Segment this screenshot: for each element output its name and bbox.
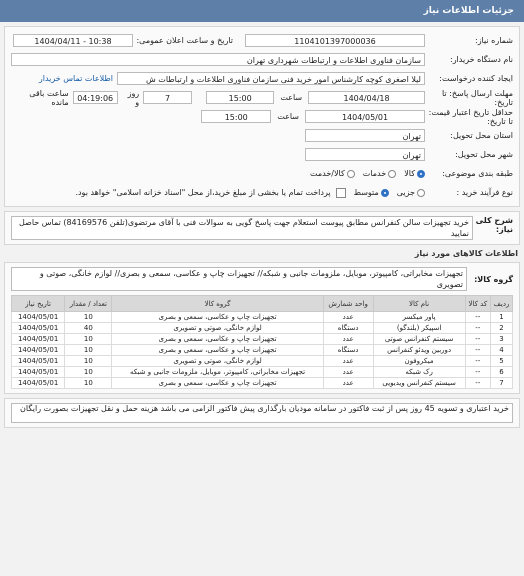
column-header: واحد شمارش xyxy=(323,296,373,312)
table-cell: 10 xyxy=(65,367,112,378)
process-minor-option[interactable]: جزیی xyxy=(397,188,425,197)
column-header: نام کالا xyxy=(373,296,465,312)
province-row xyxy=(11,126,513,145)
table-cell: 6 xyxy=(491,367,513,378)
page-title: جزئیات اطلاعات نیاز xyxy=(0,0,524,22)
creator-label: ایجاد کننده درخواست: xyxy=(439,74,513,83)
table-cell: عدد xyxy=(323,378,373,389)
table-row[interactable] xyxy=(12,378,513,389)
table-cell: 7 xyxy=(491,378,513,389)
table-cell: 40 xyxy=(65,323,112,334)
table-cell: -- xyxy=(465,378,490,389)
table-cell: پاور میکسر xyxy=(373,312,465,323)
table-cell: دستگاه xyxy=(323,345,373,356)
deadline-label: مهلت ارسال پاسخ: تا تاریخ: xyxy=(441,88,513,107)
process-medium-option[interactable]: متوسط xyxy=(354,188,389,197)
table-cell: تجهیزات چاپ و عکاسی، سمعی و بصری xyxy=(112,312,323,323)
remaining-label: ساعت باقی مانده xyxy=(29,88,69,107)
category-goods-service-option[interactable]: کالا/خدمت xyxy=(310,169,355,178)
table-row[interactable] xyxy=(12,345,513,356)
table-cell: عدد xyxy=(323,367,373,378)
summary-panel xyxy=(4,211,520,245)
need-number-label: شماره نیاز: xyxy=(475,36,513,45)
table-body xyxy=(12,312,513,389)
table-row[interactable] xyxy=(12,312,513,323)
table-row[interactable] xyxy=(12,367,513,378)
table-cell: تجهیزات چاپ و عکاسی، سمعی و بصری xyxy=(112,334,323,345)
buyer-row xyxy=(11,50,513,69)
category-row xyxy=(11,164,513,183)
summary-text: خرید تجهیزات سالن کنفرانس مطابق پیوست استعلام جهت پاسخ گویی به سوالات فنی با آقای مرتضوی(تلفن 84169576) تماس حاصل نمایید xyxy=(11,216,473,240)
table-cell: اسپیکر (بلندگو) xyxy=(373,323,465,334)
table-row[interactable] xyxy=(12,356,513,367)
footer-note: خرید اعتباری و تسویه 45 روز پس از ثبت فاکتور در سامانه مودیان بارگذاری پیش فاکتور الزامی می باشد هزینه حمل و نقل تجهیزات بصورت رایگان xyxy=(11,403,513,423)
validity-time-field: 15:00 xyxy=(201,110,271,123)
treasury-note: پرداخت تمام یا بخشی از مبلغ خرید،از محل "اسناد خزانه اسلامی" خواهد بود. xyxy=(75,188,331,197)
category-label: طبقه بندی موضوعی: xyxy=(442,169,513,178)
deadline-time-label: ساعت xyxy=(280,93,303,102)
goods-group-field: تجهیزات مخابراتی، کامپیوتر، موبایل، ملزومات جانبی و شبکه// تجهیزات چاپ و عکاسی، سمعی و بصری// لوازم خانگی، صوتی و تصویری xyxy=(11,267,467,291)
province-field: تهران xyxy=(305,129,425,142)
city-row xyxy=(11,145,513,164)
table-cell: -- xyxy=(465,345,490,356)
table-cell: سیستم کنفرانس صوتی xyxy=(373,334,465,345)
days-field: 7 xyxy=(143,91,192,104)
table-row[interactable] xyxy=(12,323,513,334)
creator-row xyxy=(11,69,513,88)
announce-field: 1404/04/11 - 10:38 xyxy=(13,34,133,47)
table-cell: رک شبکه xyxy=(373,367,465,378)
table-cell: -- xyxy=(465,334,490,345)
validity-date-field: 1404/05/01 xyxy=(305,110,425,123)
table-cell: دستگاه xyxy=(323,323,373,334)
radio-selected-icon xyxy=(417,170,425,178)
table-cell: عدد xyxy=(323,356,373,367)
table-cell: -- xyxy=(465,367,490,378)
province-label: استان محل تحویل: xyxy=(450,131,513,140)
creator-field: لیلا اصغری کوچه کارشناس امور خرید فنی سازمان فناوری اطلاعات و ارتباطات ش xyxy=(117,72,425,85)
table-cell: عدد xyxy=(323,312,373,323)
column-header: گروه کالا xyxy=(112,296,323,312)
validity-row xyxy=(11,107,513,126)
summary-label: شرح کلی نیاز: xyxy=(475,216,513,234)
table-cell: 10 xyxy=(65,345,112,356)
table-cell: عدد xyxy=(323,334,373,345)
remaining-time-field: 04:19:06 xyxy=(73,91,118,104)
table-cell: 1404/05/01 xyxy=(12,312,65,323)
table-cell: تجهیزات چاپ و عکاسی، سمعی و بصری xyxy=(112,378,323,389)
need-number-field: 1104101397000036 xyxy=(245,34,425,47)
table-cell: 1404/05/01 xyxy=(12,345,65,356)
table-cell: -- xyxy=(465,356,490,367)
table-cell: لوازم خانگی، صوتی و تصویری xyxy=(112,323,323,334)
table-cell: 1 xyxy=(491,312,513,323)
radio-icon xyxy=(417,189,425,197)
table-row[interactable] xyxy=(12,334,513,345)
table-cell: -- xyxy=(465,312,490,323)
table-cell: 1404/05/01 xyxy=(12,367,65,378)
days-label: روز و xyxy=(127,88,140,107)
radio-selected-icon xyxy=(381,189,389,197)
table-cell: 10 xyxy=(65,334,112,345)
table-header-row xyxy=(12,296,513,312)
process-label: نوع فرآیند خرید : xyxy=(456,188,513,197)
validity-label: حداقل تاریخ اعتبار قیمت: تا تاریخ: xyxy=(428,107,513,126)
footer-note-panel xyxy=(4,398,520,428)
need-number-row xyxy=(11,31,513,50)
table-cell: 4 xyxy=(491,345,513,356)
table-cell: تجهیزات چاپ و عکاسی، سمعی و بصری xyxy=(112,345,323,356)
table-cell: 5 xyxy=(491,356,513,367)
table-cell: 1404/05/01 xyxy=(12,378,65,389)
table-cell: 3 xyxy=(491,334,513,345)
table-cell: لوازم خانگی، صوتی و تصویری xyxy=(112,356,323,367)
category-goods-option[interactable]: کالا xyxy=(404,169,425,178)
table-cell: 2 xyxy=(491,323,513,334)
table-cell: میکروفون xyxy=(373,356,465,367)
buyer-label: نام دستگاه خریدار: xyxy=(450,55,513,64)
table-cell: -- xyxy=(465,323,490,334)
table-cell: 1404/05/01 xyxy=(12,323,65,334)
goods-panel xyxy=(4,262,520,394)
buyer-field: سازمان فناوری اطلاعات و ارتباطات شهرداری تهران xyxy=(11,53,425,66)
table-cell: 1404/05/01 xyxy=(12,356,65,367)
table-cell: 10 xyxy=(65,356,112,367)
deadline-date-field: 1404/04/18 xyxy=(308,91,425,104)
need-info-panel xyxy=(4,26,520,207)
deadline-row xyxy=(11,88,513,107)
city-label: شهر محل تحویل: xyxy=(455,150,513,159)
table-cell: سیستم کنفرانس ویدیویی xyxy=(373,378,465,389)
city-field: تهران xyxy=(305,148,425,161)
buyer-contact-link[interactable]: اطلاعات تماس خریدار xyxy=(38,74,113,83)
goods-group-row xyxy=(11,267,513,291)
validity-time-label: ساعت xyxy=(277,112,299,121)
goods-group-label: گروه کالا: xyxy=(474,275,513,284)
category-service-option[interactable]: خدمات xyxy=(363,169,396,178)
table-cell: دوربین ویدئو کنفرانس xyxy=(373,345,465,356)
goods-table xyxy=(11,295,513,389)
treasury-checkbox[interactable] xyxy=(334,188,346,198)
goods-section-title: اطلاعات کالاهای مورد نیاز xyxy=(414,249,518,258)
announce-label: تاریخ و ساعت اعلان عمومی: xyxy=(136,36,233,45)
radio-icon xyxy=(388,170,396,178)
deadline-time-field: 15:00 xyxy=(206,91,274,104)
table-cell: 10 xyxy=(65,378,112,389)
column-header: تعداد / مقدار xyxy=(65,296,112,312)
table-cell: تجهیزات مخابراتی، کامپیوتر، موبایل، ملزومات جانبی و شبکه xyxy=(112,367,323,378)
column-header: تاریخ نیاز xyxy=(12,296,65,312)
checkbox-icon xyxy=(336,188,346,198)
table-cell: 1404/05/01 xyxy=(12,334,65,345)
table-cell: 10 xyxy=(65,312,112,323)
column-header: کد کالا xyxy=(465,296,490,312)
column-header: ردیف xyxy=(491,296,513,312)
process-row xyxy=(11,183,513,202)
radio-icon xyxy=(347,170,355,178)
